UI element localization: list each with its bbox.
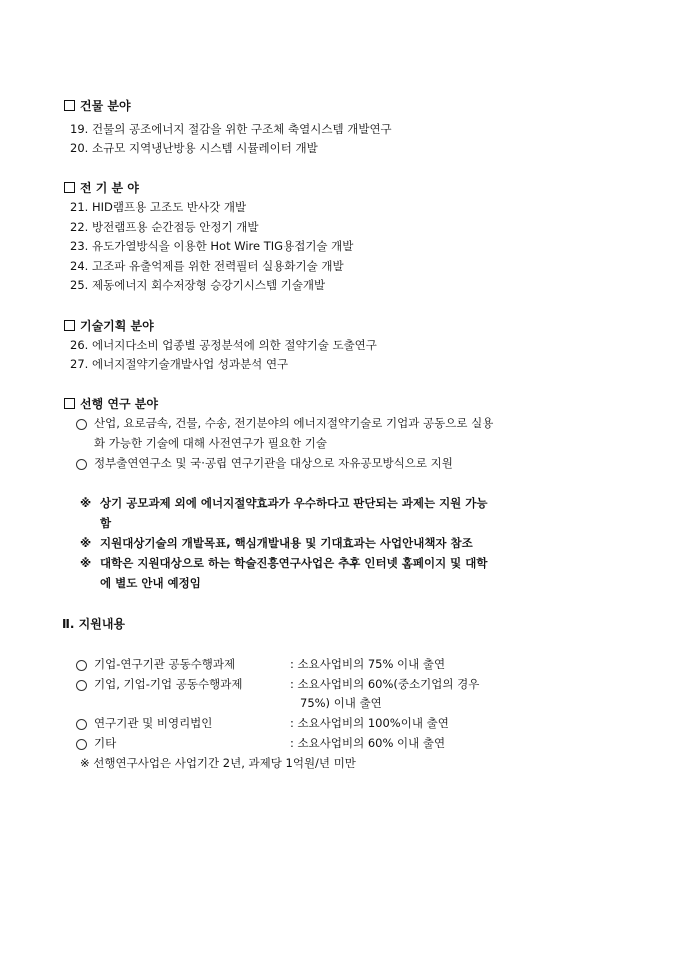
note-continued: 함 [100,516,112,530]
circle-bullet-icon [76,660,87,671]
checkbox-square-icon [64,182,75,193]
reference-mark-icon: ※ [80,536,92,550]
list-item: 20. 소규모 지역냉난방용 시스템 시뮬레이터 개발 [70,141,318,155]
section-title: 건물 분야 [80,99,131,113]
support-value: : 소요사업비의 100%이내 출연 [290,716,449,730]
bullet-text: 정부출연연구소 및 국·공립 연구기관을 대상으로 자유공모방식으로 지원 [94,456,453,470]
section-title: 선행 연구 분야 [80,397,158,411]
support-label: 기업-연구기관 공동수행과제 [94,657,236,671]
circle-bullet-icon [76,459,87,470]
section-heading-building [64,97,131,114]
note-item: ※ 지원대상기술의 개발목표, 핵심개발내용 및 기대효과는 사업안내책자 참조 [80,536,473,550]
section-title: 전 기 분 야 [80,181,139,195]
list-item: 25. 제동에너지 회수저장형 승강기시스템 기술개발 [70,278,326,292]
bullet-text: 산업, 요로금속, 건물, 수송, 전기분야의 에너지절약기술로 기업과 공동으로 실용 [94,416,494,430]
checkbox-square-icon [64,100,75,111]
support-heading: Ⅱ. 지원내용 [62,617,126,631]
support-label: 기타 [94,736,117,750]
list-item: 23. 유도가열방식을 이용한 Hot Wire TIG용접기술 개발 [70,239,354,253]
note-continued: 에 별도 안내 예정임 [100,576,201,590]
list-item: 24. 고조파 유출억제를 위한 전력필터 실용화기술 개발 [70,259,344,273]
support-value: : 소요사업비의 75% 이내 출연 [290,657,446,671]
list-item: 19. 건물의 공조에너지 절감을 위한 구조체 축열시스템 개발연구 [70,122,392,136]
circle-bullet-icon [76,419,87,430]
reference-mark-icon: ※ [80,556,92,570]
section-heading-planning [64,317,154,334]
section-heading-electric [64,179,139,196]
support-value: : 소요사업비의 60% 이내 출연 [290,736,446,750]
checkbox-square-icon [64,398,75,409]
reference-mark-icon: ※ [80,496,92,510]
section-title: 기술기획 분야 [80,319,154,333]
circle-bullet-icon [76,739,87,750]
list-item: 27. 에너지절약기술개발사업 성과분석 연구 [70,357,289,371]
circle-bullet-icon [76,719,87,730]
note-item: ※ 상기 공모과제 외에 에너지절약효과가 우수하다고 판단되는 과제는 지원 가능 [80,496,488,510]
list-item: 22. 방전램프용 순간점등 안정기 개발 [70,220,259,234]
bullet-text-continued: 화 가능한 기술에 대해 사전연구가 필요한 기술 [94,436,328,450]
section-heading-advance [64,395,158,412]
support-value-continued: 75%) 이내 출연 [300,696,382,710]
support-note: ※ 선행연구사업은 사업기간 2년, 과제당 1억원/년 미만 [80,756,356,770]
support-label: 기업, 기업-기업 공동수행과제 [94,677,243,691]
list-item: 26. 에너지다소비 업종별 공정분석에 의한 절약기술 도출연구 [70,338,377,352]
support-value: : 소요사업비의 60%(중소기업의 경우 [290,677,480,691]
checkbox-square-icon [64,320,75,331]
support-label: 연구기관 및 비영리법인 [94,716,213,730]
circle-bullet-icon [76,680,87,691]
list-item: 21. HID램프용 고조도 반사갓 개발 [70,200,247,214]
note-item: ※ 대학은 지원대상으로 하는 학술진흥연구사업은 추후 인터넷 홈페이지 및 대학 [80,556,488,570]
